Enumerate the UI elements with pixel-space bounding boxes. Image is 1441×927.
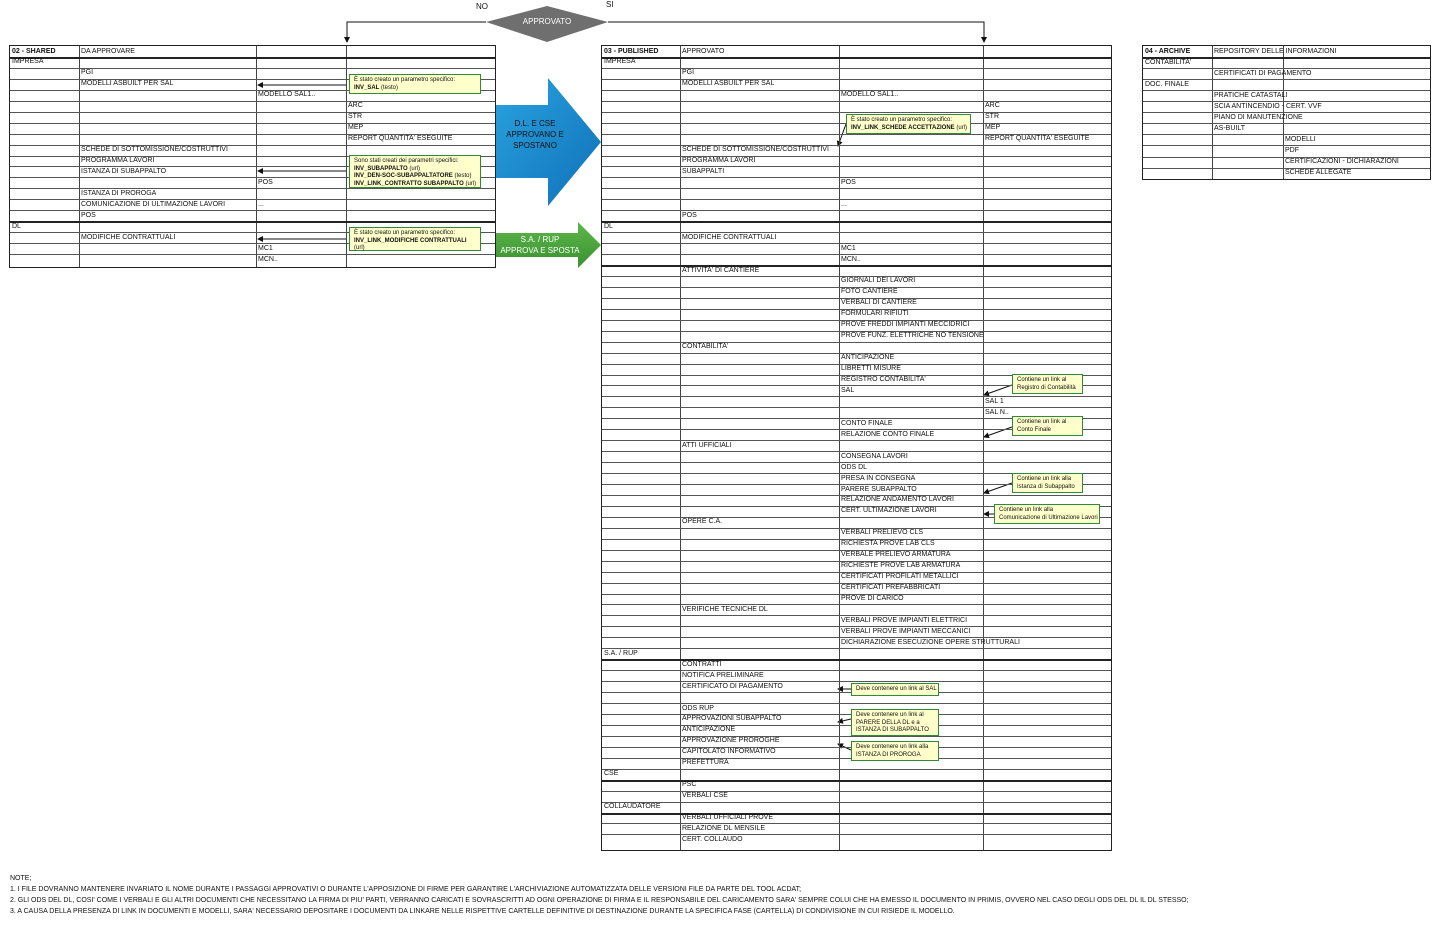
row-divider [602,177,1111,178]
note-text: Deve contenere un link al SAL [856,686,937,692]
param-type: (testo) [452,173,472,179]
note-text: Conto Finale [1017,426,1052,433]
table-cell: POS [682,211,697,219]
sa-rup-label [496,234,584,256]
table-cell: MCN.. [258,255,278,263]
note-text: È stato creato un parametro specifico: [354,230,456,236]
table-cell: PROVE FUNZ. ELETTRICHE NO TENSIONE [841,332,984,340]
table-cell: VERBALI UFFICIALI PROVE [682,814,774,821]
table-cell: MEP [985,124,1001,132]
dl-cse-label [496,118,574,151]
note-schede-accettazione [846,114,971,134]
table-cell: MODIFICHE CONTRATTUALI [682,233,777,241]
table-cell: MC1 [841,244,856,252]
note-text: ISTANZA DI PROROGA [856,751,921,758]
sa-rup-text: S.A. / RUP APPROVA E SPOSTA [500,235,580,255]
row-divider [602,232,1111,233]
table-cell: COMUNICAZIONE DI ULTIMAZIONE LAVORI [81,200,226,208]
column-header: 03 - PUBLISHED [604,47,659,55]
table-cell: GIORNALI DEI LAVORI [841,277,916,285]
table-cell: MODELLI [1285,135,1316,143]
table-cell: VERBALI CSE [682,792,728,800]
row-divider [602,780,1111,782]
table-cell: PIANO DI MANUTENZIONE [1214,113,1303,121]
table-cell: S.A. / RUP [604,649,638,657]
note-modifiche [349,227,481,251]
table-cell: MCN.. [841,255,861,263]
param-type: (url) [954,124,968,131]
row-divider [602,101,1111,102]
dl-cse-text: D.L. E CSE APPROVANO E SPOSTANO [506,119,564,150]
row-divider [10,112,495,113]
table-cell: CONTABILITA' [682,343,729,351]
row-divider [602,265,1111,267]
row-divider [602,166,1111,167]
table-cell: CONTABILITA' [1145,58,1192,66]
table-cell: ATTIVITA' DI CANTIERE [682,266,760,274]
table-cell: MODELLO SAL1.. [841,91,899,99]
row-divider [1143,123,1430,124]
table-cell: REPORT QUANTITA' ESEGUITE [348,135,453,143]
row-divider [602,703,1111,704]
param-type: (url) [354,245,365,251]
row-divider [602,57,1111,59]
param-type: (url) [407,165,421,172]
table-cell: PRESA IN CONSEGNA [841,474,916,482]
table-cell: PSC [682,781,697,789]
table-cell: CERTIFICATI DI PAGAMENTO [1214,69,1312,77]
table-cell: PGI [682,69,695,77]
note-text: Istanza di Subappalto [1017,483,1075,490]
row-divider [602,156,1111,157]
table-cell: DICHIARAZIONE ESECUZIONE OPERE STRUTTURALI [841,638,1020,646]
table-cell: DL [604,222,613,230]
note-text: Registro di Contabilità [1017,384,1076,391]
table-cell: ... [258,200,264,208]
yes-line [608,22,984,42]
note-subappalto [349,155,481,188]
param-type: (url) [463,180,477,187]
table-cell: CERTIFICATO DI PAGAMENTO [682,682,783,690]
table-cell: ODS RUP [682,704,714,712]
table-cell: SCHEDE DI SOTTOMISSIONE/COSTRUTTIVI [81,146,228,154]
table-cell: CERTIFICATI PREFABBRICATI [841,584,941,592]
footnote-1: 1. I FILE DOVRANNO MANTENERE INVARIATO IL NOME DURANTE I PASSAGGI APPROVATIVI O DURANTE L'APPOSIZIONE DI FIRME PER GARANTIRE L'ARCHIVIAZIONE AUTOMATIZZATA DELLE VERSIONI FILE DA PARTE DEL TOOL ACDAT; [10,886,802,893]
table-cell: CERTIFICAZIONI - DICHIARAZIONI [1285,158,1399,165]
row-divider [602,243,1111,244]
column-header: APPROVATO [682,47,725,55]
table-cell: PROVE DI CARICO [841,595,904,602]
row-divider [602,791,1111,792]
decision-label: APPROVATO [522,17,572,26]
table-cell: CSE [604,770,619,778]
table-cell: APPROVAZIONI SUBAPPALTO [682,715,782,723]
param-name: INV_LINK_MODIFICHE CONTRATTUALI [354,237,467,244]
yes-label: SI [606,0,614,9]
column-header: 04 - ARCHIVE [1145,47,1191,55]
table-cell: SAL [841,386,855,394]
table-cell: CONTRATTI [682,660,722,668]
row-divider [10,123,495,124]
table-cell: MC1 [258,244,273,252]
row-divider [602,188,1111,189]
table-cell: POS [81,211,96,219]
row-divider [602,79,1111,80]
table-cell: VERBALI PRELIEVO CLS [841,529,924,537]
row-divider [602,199,1111,200]
table-cell: MEP [348,124,364,132]
footnote-3: 3. A CAUSA DELLA PRESENZA DI LINK IN DOCUMENTI E MODELLI, SARA' NECESSARIO DEPOSITARE I DOCUMENTI DA LINKARE NELLE RISPETTIVE CARTELLE DEFINITIVE DI DESTINAZIONE DURANTE LA SPECIFICA FASE (CARTELLA) DI CONDIVISIONE IN CUI RISIEDE IL MODELLO. [10,908,955,915]
row-divider [10,101,495,102]
table-cell: PRATICHE CATASTALI [1214,91,1288,99]
note-text: Contiene un link alla [1017,476,1072,482]
row-divider [10,221,495,223]
table-cell: VERBALI DI CANTIERE [841,299,917,307]
note-conto-finale [1012,416,1083,436]
table-cell: LIBRETTI MISURE [841,365,901,373]
row-divider [602,440,1111,441]
footnotes [10,873,1189,917]
table-cell: REGISTRO CONTABILITA' [841,376,926,383]
table-cell: PROGRAMMA LAVORI [81,157,155,164]
param-name: INV_SAL [354,84,380,91]
table-cell: SAL 1 [985,397,1004,405]
table-cell: RELAZIONE CONTO FINALE [841,430,935,438]
row-divider [602,823,1111,824]
param-type: (testo) [379,84,399,91]
row-divider [602,221,1111,223]
table-cell: SUBAPPALTI [682,167,725,175]
row-divider [602,68,1111,69]
row-divider [602,681,1111,682]
row-divider [602,813,1111,815]
column-header: REPOSITORY DELLE INFORMAZIONI [1214,47,1337,55]
param-name: INV_SUBAPPALTO [354,165,408,172]
table-cell: PARERE SUBAPPALTO [841,485,917,493]
note-registro [1012,374,1083,394]
table-cell: VERBALI PROVE IMPIANTI ELETTRICI [841,616,968,624]
row-divider [602,342,1111,343]
table-cell: ANTICIPAZIONE [682,726,736,734]
note-istanza-subappalto [1012,473,1083,493]
note-text: È stato creato un parametro specifico: [851,117,953,123]
table-cell: VERIFICHE TECNICHE DL [682,605,768,613]
table-cell: FORMULARI RIFIUTI [841,310,909,318]
table-cell: NOTIFICA PRELIMINARE [682,671,764,679]
param-name: INV_LINK_SCHEDE ACCETTAZIONE [851,124,955,131]
footnotes-title: NOTE; [10,875,32,882]
table-cell: RICHIESTA PROVE LAB CLS [841,540,935,548]
row-divider [602,659,1111,661]
row-divider [602,112,1111,113]
table-cell: IMPRESA [12,58,44,66]
row-divider [602,802,1111,803]
table-cell: ANTICIPAZIONE [841,354,895,362]
note-text: Deve contenere un link al [856,712,924,718]
table-cell: ODS DL [841,463,868,471]
table-cell: PREFETTURA [682,759,729,767]
table-cell: PROGRAMMA LAVORI [682,157,756,164]
table-cell: CAPITOLATO INFORMATIVO [682,748,776,756]
table-cell: RELAZIONE DL MENSILE [682,824,765,832]
table-cell: SCHEDE ALLEGATE [1285,169,1352,177]
table-cell: PGI [81,69,94,77]
table-cell: ATTI UFFICIALI [682,441,732,449]
table-cell: DOC. FINALE [1145,80,1189,88]
note-inv-sal [349,74,481,94]
table-cell: AS-BUILT [1214,124,1245,132]
table-cell: ... [841,200,847,208]
row-divider [602,670,1111,671]
note-text: Contiene un link al [1017,377,1067,383]
row-divider [602,769,1111,770]
table-cell: CONSEGNA LAVORI [841,452,908,460]
table-cell: CERT. ULTIMAZIONE LAVORI [841,507,937,515]
note-proroga [851,741,939,761]
table-cell: VERBALE PRELIEVO ARMATURA [841,551,951,559]
table-cell: CONTO FINALE [841,419,893,427]
table-cell: VERBALI PROVE IMPIANTI MECCANICI [841,627,971,635]
table-cell: MODELLI ASBUILT PER SAL [682,80,775,88]
note-text: PARERE DELLA DL e a [856,719,920,726]
note-parere [851,709,939,736]
table-cell: APPROVAZIONE PROROGHE [682,737,780,745]
footnote-2: 2. GLI ODS DEL DL, COSI' COME I VERBALI E GLI ALTRI DOCUMENTI CHE NECESSITANO LA FIRMA DI PIU' PARTI, VERRANNO CARICATI E SOVRASCRITTI AD OGNI OPERAZIONE DI FIRMA E IL RESPONSABILE DEL CARICAMENTO SARA' SEMPRE COLUI CHE HA EMESSO IL DOCUMENTO IN PRIMIS, OVVERO NEL CASO DEGLI ODS DEL DL IL DL STESSO; [10,897,1189,904]
param-name: INV_DEN-SOC-SUBAPPALTATORE [354,173,453,179]
table-cell: SCIA ANTINCENDIO - CERT. VVF [1214,102,1322,110]
note-text: È stato creato un parametro specifico: [354,77,456,83]
row-divider [602,834,1111,835]
row-divider [602,407,1111,408]
row-divider [10,57,495,59]
table-cell: ISTANZA DI PROROGA [81,189,157,197]
table-cell: SAL N.. [985,408,1009,416]
table-cell: CERTIFICATI PROFILATI METALLICI [841,573,959,581]
table-cell: IMPRESA [604,58,636,66]
note-text: Contiene un link al [1017,419,1067,425]
row-divider [10,254,495,255]
note-text: ISTANZA DI SUBAPPALTO [856,727,929,733]
table-cell: DL [12,222,21,230]
note-ultimazione [994,504,1100,524]
param-name: INV_LINK_CONTRATTO SUBAPPALTO [354,180,464,187]
table-cell: ISTANZA DI SUBAPPALTO [81,167,167,175]
table-cell: PDF [1285,146,1299,154]
note-text: Contiene un link alla [999,507,1054,513]
table-cell: STR [985,113,999,121]
table-cell: ARC [348,102,363,110]
column-header: DA APPROVARE [81,47,135,55]
row-divider [602,145,1111,146]
table-cell: REPORT QUANTITA' ESEGUITE [985,135,1090,143]
archive-table [1142,45,1431,180]
table-cell: PROVE FREDDI IMPIANTI MECCIDRICI [841,321,970,329]
table-cell: RELAZIONE ANDAMENTO LAVORI [841,496,954,504]
table-cell: SCHEDE DI SOTTOMISSIONE/COSTRUTTIVI [682,146,829,154]
table-cell: COLLAUDATORE [604,803,661,811]
note-text: Deve contenere un link alla [856,744,929,750]
table-cell: MODIFICHE CONTRATTUALI [81,233,176,241]
no-line [347,22,486,42]
table-cell: MODELLO SAL1.. [258,91,316,99]
no-label: NO [476,2,488,11]
table-cell: POS [841,178,856,186]
table-cell: RICHIESTE PROVE LAB ARMATURA [841,562,961,570]
note-text: Comunicazione di Ultimazione Lavori [999,514,1098,521]
column-header: 02 - SHARED [12,47,56,55]
row-divider [602,648,1111,649]
table-cell: POS [258,178,273,186]
table-cell: STR [348,113,362,121]
table-cell: CERT. COLLAUDO [682,835,743,843]
note-text: Sono stati creati dei parametri specifici: [354,158,459,164]
row-divider [602,396,1111,397]
table-cell: ARC [985,102,1000,110]
row-divider [602,210,1111,211]
table-cell: FOTO CANTIERE [841,288,898,296]
row-divider [602,604,1111,605]
note-sal [851,683,939,696]
table-cell: OPERE C.A. [682,518,723,526]
table-cell: MODELLI ASBUILT PER SAL [81,80,174,88]
